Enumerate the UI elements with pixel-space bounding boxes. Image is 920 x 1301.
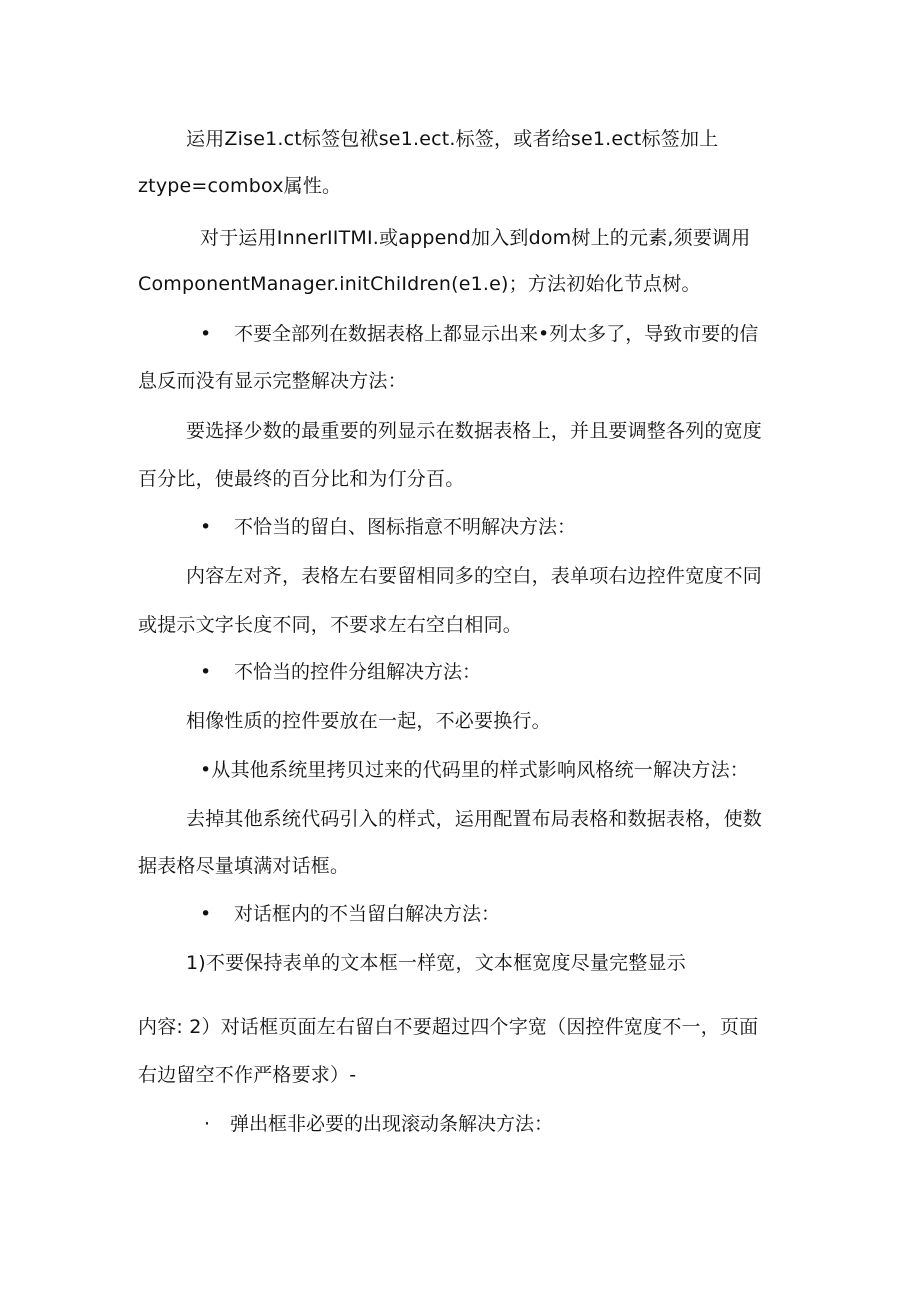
bullet-grouping-text: 不恰当的控件分组解决方法： (234, 661, 482, 683)
bullet-columns-text: 不要全部列在数据表格上都显示出来•列太多了，导致市要的信 (234, 323, 759, 345)
para-dialog-solution-line3: 右边留空不作严格要求）- (138, 1064, 357, 1086)
para-grouping-solution: 相像性质的控件要放在一起，不必要换行。 (186, 710, 551, 732)
bullet-whitespace-text: 不恰当的留白、图标指意不明解决方法： (234, 516, 577, 538)
bullet-mark: · (204, 1113, 211, 1135)
para-columns-solution-line2: 百分比，使最终的百分比和为仃分百。 (138, 468, 465, 490)
bullet-mark: • (200, 323, 212, 345)
bullet-columns-line2: 息反而没有显示完整解决方法： (138, 370, 407, 392)
para-whitespace-solution-line2: 或提示文字长度不同，不要求左右空白相同。 (138, 614, 523, 636)
bullet-copied-styles: •从其他系统里拷贝过来的代码里的样式影响风格统一解决方法： (200, 759, 750, 781)
para-dialog-solution-line2: 内容: 2）对话框页面左右留白不要超过四个字宽（因控件宽度不一，页面 (138, 1016, 759, 1038)
bullet-scrollbar (204, 1111, 553, 1137)
bullet-dialog-whitespace (200, 901, 500, 927)
bullet-grouping (200, 659, 481, 685)
para-columns-solution-line1: 要选择少数的最重要的列显示在数据表格上，并且要调整各列的宽度 (186, 420, 763, 442)
bullet-mark: • (200, 661, 212, 683)
para-innerhtml-line2: ComponentManager.initChiIdren(e1.e)；方法初始化节点树。 (138, 273, 701, 295)
para-zselect-line1: 运用Zise1.ct标签包袱se1.ect.标签，或者给se1.ect标签加上 (186, 128, 719, 150)
bullet-mark: • (200, 516, 212, 538)
bullet-columns (200, 321, 758, 347)
para-styles-solution-line1: 去掉其他系统代码引入的样式，运用配置布局表格和数据表格，使数 (186, 808, 763, 830)
bullet-whitespace (200, 514, 576, 540)
para-whitespace-solution-line1: 内容左对齐，表格左右要留相同多的空白，表单项右边控件宽度不同 (186, 565, 763, 587)
bullet-dialog-whitespace-text: 对话框内的不当留白解决方法： (234, 903, 501, 925)
para-zselect-line2: ztype=combox属性。 (138, 175, 342, 197)
para-innerhtml-line1: 对于运用InnerIITMI.或append加入到dom树上的元素,须要调用 (200, 227, 751, 249)
bullet-mark: • (200, 903, 212, 925)
para-styles-solution-line2: 据表格尽量填满对话框。 (138, 855, 350, 877)
para-dialog-solution-line1: 1)不要保持表单的文本框一样宽，文本框宽度尽量完整显示 (186, 952, 686, 974)
bullet-scrollbar-text: 弹出框非必要的出现滚动条解决方法： (230, 1113, 554, 1135)
